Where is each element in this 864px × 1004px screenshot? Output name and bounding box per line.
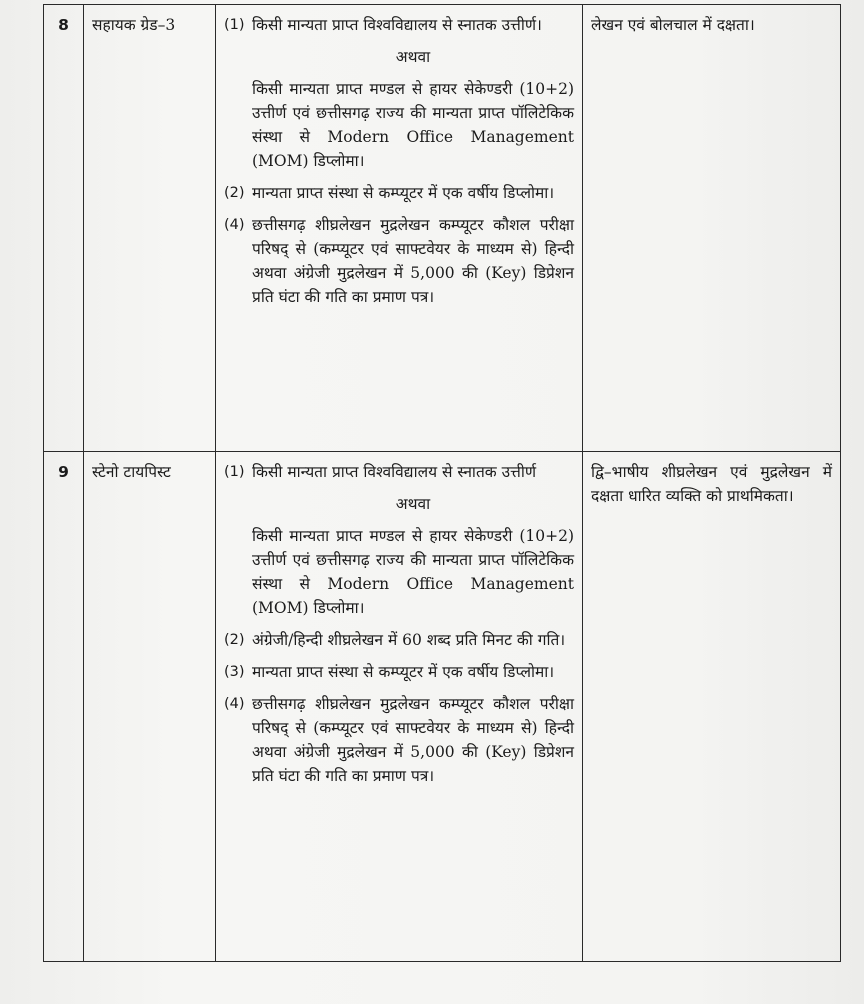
qualification-cell	[216, 452, 583, 962]
preference-text: द्वि–भाषीय शीघ्रलेखन एवं मुद्रलेखन में दक्षता धारित व्यक्ति को प्राथमिकता।	[583, 452, 841, 962]
qualification-item	[224, 460, 574, 484]
serial-number: 8	[44, 5, 84, 452]
qualification-table	[43, 4, 841, 962]
table-row	[44, 452, 841, 962]
serial-number: 9	[44, 452, 84, 962]
qualification-item	[224, 628, 574, 652]
item-text: मान्यता प्राप्त संस्था से कम्प्यूटर में एक वर्षीय डिप्लोमा।	[252, 184, 555, 202]
qualification-cell	[216, 5, 583, 452]
item-text: अंग्रेजी/हिन्दी शीघ्रलेखन में 60 शब्द प्रति मिनट की गति।	[252, 631, 566, 649]
item-marker: (3)	[224, 664, 245, 680]
item-text: किसी मान्यता प्राप्त विश्वविद्यालय से स्नातक उत्तीर्ण।	[252, 16, 542, 34]
qualification-item	[224, 13, 574, 37]
preference-text: लेखन एवं बोलचाल में दक्षता।	[583, 5, 841, 452]
item-text: छत्तीसगढ़ शीघ्रलेखन मुद्रलेखन कम्प्यूटर कौशल परीक्षा परिषद् से (कम्प्यूटर एवं साफ्टवेयर के माध्यम से) हिन्दी अथवा अंग्रेजी मुद्रलेखन में 5,000 की (Key) डिप्रेशन प्रति घंटा की गति का प्रमाण पत्र।	[252, 695, 574, 785]
qualification-item	[224, 181, 574, 205]
item-text: मान्यता प्राप्त संस्था से कम्प्यूटर में एक वर्षीय डिप्लोमा।	[252, 663, 555, 681]
qualification-item	[224, 660, 574, 684]
item-marker: (1)	[224, 464, 245, 480]
alternative-text: किसी मान्यता प्राप्त मण्डल से हायर सेकेण्डरी (10+2) उत्तीर्ण एवं छत्तीसगढ़ राज्य की मान्यता प्राप्त पॉलिटेकिक संस्था से Modern Office Management (MOM) डिप्लोमा।	[252, 80, 574, 170]
alternative-text: किसी मान्यता प्राप्त मण्डल से हायर सेकेण्डरी (10+2) उत्तीर्ण एवं छत्तीसगढ़ राज्य की मान्यता प्राप्त पॉलिटेकिक संस्था से Modern Office Management (MOM) डिप्लोमा।	[252, 527, 574, 617]
or-label: अथवा	[395, 48, 431, 66]
or-label: अथवा	[395, 495, 431, 513]
table-row	[44, 5, 841, 452]
qualification-item	[224, 213, 574, 309]
post-name: सहायक ग्रेड–3	[84, 5, 216, 452]
item-marker: (4)	[224, 217, 245, 233]
item-marker: (1)	[224, 17, 245, 33]
item-text: किसी मान्यता प्राप्त विश्वविद्यालय से स्नातक उत्तीर्ण	[252, 463, 537, 481]
item-marker: (2)	[224, 632, 245, 648]
item-marker: (4)	[224, 696, 245, 712]
item-text: छत्तीसगढ़ शीघ्रलेखन मुद्रलेखन कम्प्यूटर कौशल परीक्षा परिषद् से (कम्प्यूटर एवं साफ्टवेयर के माध्यम से) हिन्दी अथवा अंग्रेजी मुद्रलेखन में 5,000 की (Key) डिप्रेशन प्रति घंटा की गति का प्रमाण पत्र।	[252, 216, 574, 306]
qualification-item	[224, 692, 574, 788]
item-marker: (2)	[224, 185, 245, 201]
post-name: स्टेनो टायपिस्ट	[84, 452, 216, 962]
